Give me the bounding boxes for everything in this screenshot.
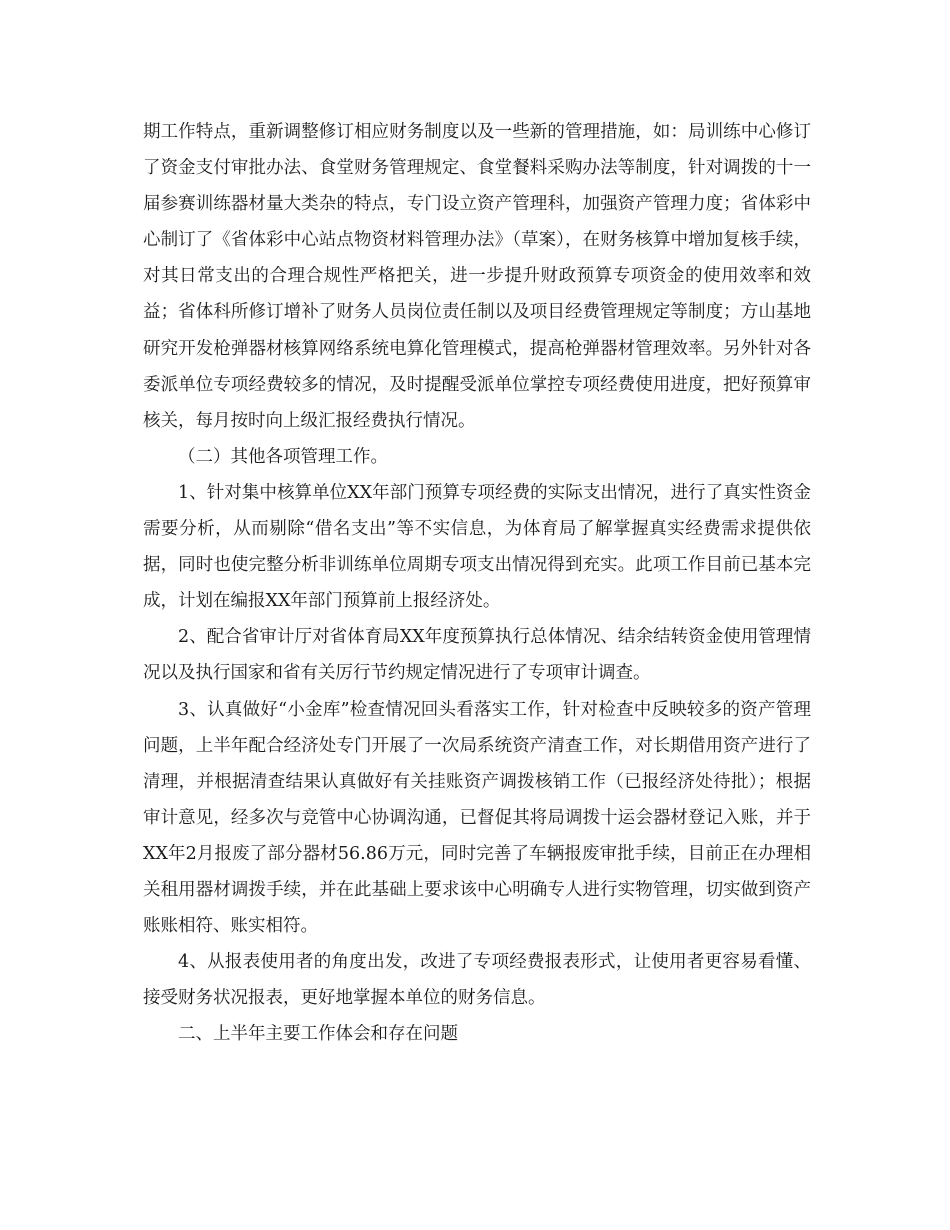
paragraph-item-2: 2、配合省审计厅对省体育局XX年度预算执行总体情况、结余结转资金使用管理情况以及执行国家和省有关厉行节约规定情况进行了专项审计调查。 xyxy=(143,627,811,684)
paragraph-continued: 期工作特点，重新调整修订相应财务制度以及一些新的管理措施，如：局训练中心修订了资金支付审批办法、食堂财务管理规定、食堂餐料采购办法等制度，针对调拨的十一届参赛训练器材量大类杂的特点，专门设立资产管理科，加强资产管理力度；省体彩中心制订了《省体彩中心站点物资材料管理办法》（草案），在财务核算中增加复核手续，对其日常支出的合理合规性严格把关，进一步提升财政预算专项资金的使用效率和效益；省体科所修订增补了财务人员岗位责任制以及项目经费管理规定等制度；方山基地研究开发枪弹器材核算网络系统电算化管理模式，提高枪弹器材管理效率。另外针对各委派单位专项经费较多的情况，及时提醒受派单位掌控专项经费使用进度，把好预算审核关，每月按时向上级汇报经费执行情况。 xyxy=(143,122,811,431)
paragraph-item-1: 1、针对集中核算单位XX年部门预算专项经费的实际支出情况，进行了真实性资金需要分析，从而剔除“借名支出”等不实信息，为体育局了解掌握真实经费需求提供依据，同时也使完整分析非训练单位周期专项支出情况得到充实。此项工作目前已基本完成，计划在编报XX年部门预算前上报经济处。 xyxy=(143,482,811,612)
paragraph-item-3: 3、认真做好“小金库”检查情况回头看落实工作，针对检查中反映较多的资产管理问题，上半年配合经济处专门开展了一次局系统资产清查工作，对长期借用资产进行了清理，并根据清查结果认真做好有关挂账资产调拨核销工作（已报经济处待批）；根据审计意见，经多次与竞管中心协调沟通，已督促其将局调拨十运会器材登记入账，并于XX年2月报废了部分器材56.86万元，同时完善了车辆报废审批手续，目前正在办理相关租用器材调拨手续，并在此基础上要求该中心明确专人进行实物管理，切实做到资产账账相符、账实相符。 xyxy=(143,699,811,937)
section-heading-experience-problems: 二、上半年主要工作体会和存在问题 xyxy=(178,1024,458,1045)
document-body xyxy=(143,114,811,1052)
section-heading-other-management: （二）其他各项管理工作。 xyxy=(178,446,388,467)
paragraph-item-4: 4、从报表使用者的角度出发，改进了专项经费报表形式，让使用者更容易看懂、接受财务状况报表，更好地掌握本单位的财务信息。 xyxy=(143,952,811,1009)
